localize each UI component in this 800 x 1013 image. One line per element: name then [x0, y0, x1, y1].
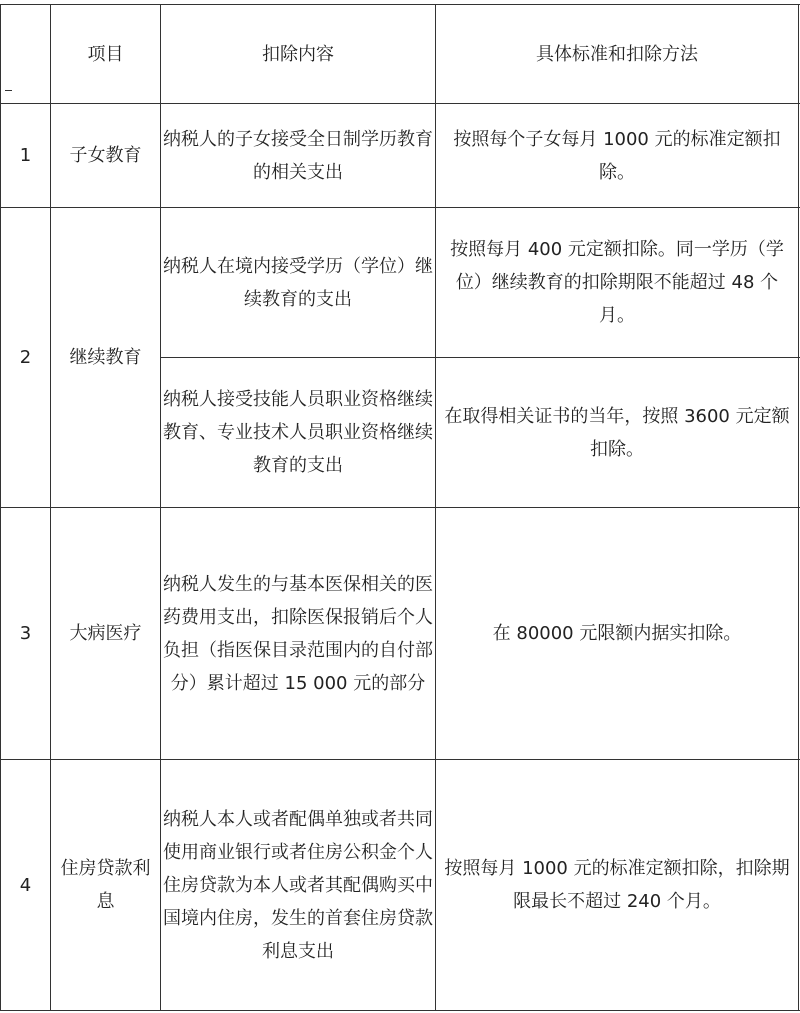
- row-method: 按照每月 1000 元的标准定额扣除，扣除期限最长不超过 240 个月。: [444, 858, 790, 912]
- row-content: 纳税人接受技能人员职业资格继续教育、专业技术人员职业资格继续教育的支出: [163, 389, 433, 476]
- row-content: 纳税人的子女接受全日制学历教育的相关支出: [163, 128, 433, 183]
- row-method: 按照每月 400 元定额扣除。同一学历（学位）继续教育的扣除期限不能超过 48 个月。: [450, 239, 784, 326]
- header-item: 项目: [87, 43, 124, 65]
- header-method: 具体标准和扣除方法: [536, 43, 698, 65]
- row-method: 按照每个子女每月 1000 元的标准定额扣除。: [453, 128, 781, 183]
- header-content: 扣除内容: [262, 43, 334, 65]
- row-content: 纳税人发生的与基本医保相关的医药费用支出，扣除医保报销后个人负担（指医保目录范围内的自付部分）累计超过 15 000 元的部分: [163, 573, 433, 694]
- row-content: 纳税人在境内接受学历（学位）继续教育的支出: [163, 255, 433, 310]
- row-number: 3: [19, 623, 32, 644]
- row-item: 继续教育: [69, 347, 142, 368]
- corner-mark: [5, 90, 12, 91]
- row-number: 2: [19, 347, 32, 368]
- rule-bottom: [0, 1010, 800, 1011]
- row-number: 1: [19, 145, 32, 166]
- row-item: 大病医疗: [69, 623, 142, 644]
- row-number: 4: [19, 874, 32, 896]
- row-item: 住房贷款利息: [60, 858, 151, 912]
- row-method: 在取得相关证书的当年，按照 3600 元定额扣除。: [444, 405, 790, 460]
- row-method: 在 80000 元限额内据实扣除。: [492, 623, 742, 644]
- rule-col4: [798, 4, 799, 1011]
- row-content: 纳税人本人或者配偶单独或者共同使用商业银行或者住房公积金个人住房贷款为本人或者其配偶购买中国境内住房，发生的首套住房贷款利息支出: [163, 808, 433, 962]
- row-item: 子女教育: [69, 145, 142, 166]
